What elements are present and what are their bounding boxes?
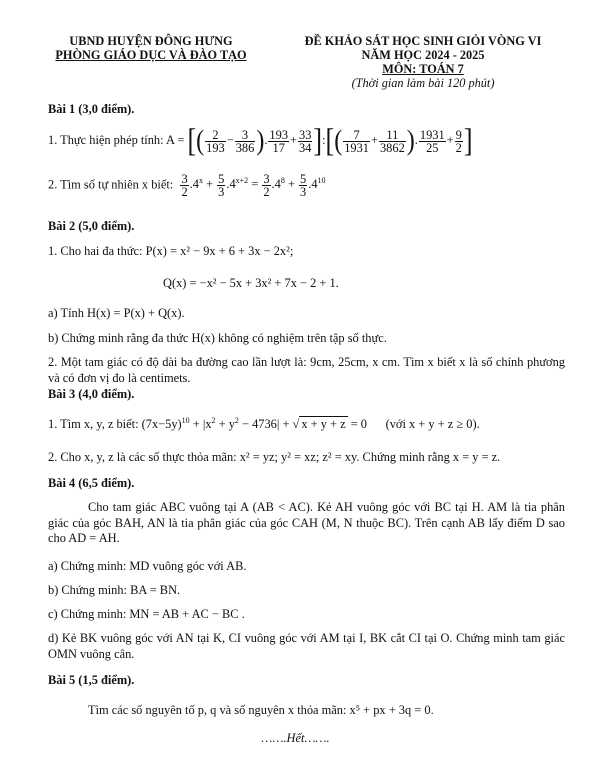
subject: MÔN: TOÁN 7 bbox=[382, 62, 464, 76]
header-left bbox=[44, 34, 258, 62]
bai2-title: Bài 2 (5,0 điểm). bbox=[48, 219, 135, 233]
bai2-q1 bbox=[48, 244, 565, 259]
department-name: PHÒNG GIÁO DỤC VÀ ĐÀO TẠO bbox=[55, 48, 247, 62]
q-polynomial: Q(x) = −x² − 5x + 3x² + 7x − 2 + 1. bbox=[163, 276, 339, 290]
bai1-q1 bbox=[48, 122, 565, 159]
time-note: (Thời gian làm bài 120 phút) bbox=[351, 76, 495, 90]
bai2-qb: b) Chứng minh rằng đa thức H(x) không có nghiệm trên tập số thực. bbox=[48, 331, 387, 345]
bai3-q1-condition: (với x + y + z ≥ 0). bbox=[385, 417, 480, 432]
bai1-q2-equation: $\frac{3}{2}$ $.4^x$ + $\frac{5}{3}$ $.4^{x+2}$ = $\frac{3}{2}$ $.4^8$ + $\frac{5}{3}$ $.4^{10}$ bbox=[181, 172, 326, 199]
bai2-q2: 2. Một tam giác có độ dài ba đường cao lần lượt là: 9cm, 25cm, x cm. Tìm x biết x là số chính phương và có đơn vị đo là centimets. bbox=[48, 355, 565, 385]
bai2-q1-prefix: 1. Cho hai đa thức: bbox=[48, 244, 143, 258]
p-polynomial: P(x) = x² − 9x + 6 + 3x − 2x²; bbox=[145, 244, 294, 258]
bai4-qb: b) Chứng minh: BA = BN. bbox=[48, 583, 181, 597]
bai2-qa: a) Tính H(x) = P(x) + Q(x). bbox=[48, 306, 185, 320]
exam-title: ĐỀ KHẢO SÁT HỌC SINH GIỎI VÒNG VI bbox=[304, 34, 542, 48]
bai5-question: Tìm các số nguyên tố p, q và số nguyên x thỏa mãn: x⁵ + px + 3q = 0. bbox=[88, 703, 434, 717]
bai4-intro: Cho tam giác ABC vuông tại A (AB < AC). Kẻ AH vuông góc với BC tại H. AM là tia phân giác của góc BAH, AN là tia phân giác của góc CAH (M, N thuộc BC). Trên cạnh AB lấy điểm D sao cho AD = AH. bbox=[48, 500, 565, 545]
bai5-title: Bài 5 (1,5 điểm). bbox=[48, 673, 135, 687]
bai3-q1-equation: $(7x-5y)^{10} + |x^2 + y^2 - 4736|$ + √ x + y + z = 0 bbox=[141, 416, 367, 432]
bai4-qd: d) Kẻ BK vuông góc với AN tại K, CI vuông góc với AM tại I, BK cắt CI tại O. Chứng minh tam giác OMN vuông cân. bbox=[48, 631, 565, 661]
bai3-q2: 2. Cho x, y, z là các số thực thỏa mãn: x² = yz; y² = xz; z² = xy. Chứng minh rằng x = y = z. bbox=[48, 450, 501, 464]
bai3-title: Bài 3 (4,0 điểm). bbox=[48, 387, 135, 401]
end-marker: …….Hết……. bbox=[261, 731, 330, 745]
bai3-q1 bbox=[48, 413, 565, 432]
bai1-q2-prefix: 2. Tìm số tự nhiên x biết: bbox=[48, 177, 174, 192]
bai1-q1-expression: [( $\frac{2}{193}$ − $\frac{3}{386}$ ). $\frac{193}{17}$ + $\frac{33}{34}$ ]:[( $\frac{7}{1931}$ + $\frac{11}{3862}$ ). $\frac{1931}{25}$ + $\frac{9}{2}$ ] bbox=[187, 122, 473, 159]
bai3-q1-prefix: 1. Tìm x, y, z biết: bbox=[48, 417, 139, 432]
header-right bbox=[280, 34, 566, 90]
bai4-qc: c) Chứng minh: MN = AB + AC − BC . bbox=[48, 607, 245, 621]
bai1-q2 bbox=[48, 173, 565, 198]
authority-name: UBND HUYỆN ĐÔNG HƯNG bbox=[69, 34, 233, 48]
school-year: NĂM HỌC 2024 - 2025 bbox=[361, 48, 485, 62]
bai4-qa: a) Chứng minh: MD vuông góc với AB. bbox=[48, 559, 247, 573]
bai1-title: Bài 1 (3,0 điểm). bbox=[48, 102, 135, 116]
bai4-title: Bài 4 (6,5 điểm). bbox=[48, 476, 135, 490]
bai1-q1-prefix: 1. Thực hiện phép tính: A = bbox=[48, 132, 185, 147]
